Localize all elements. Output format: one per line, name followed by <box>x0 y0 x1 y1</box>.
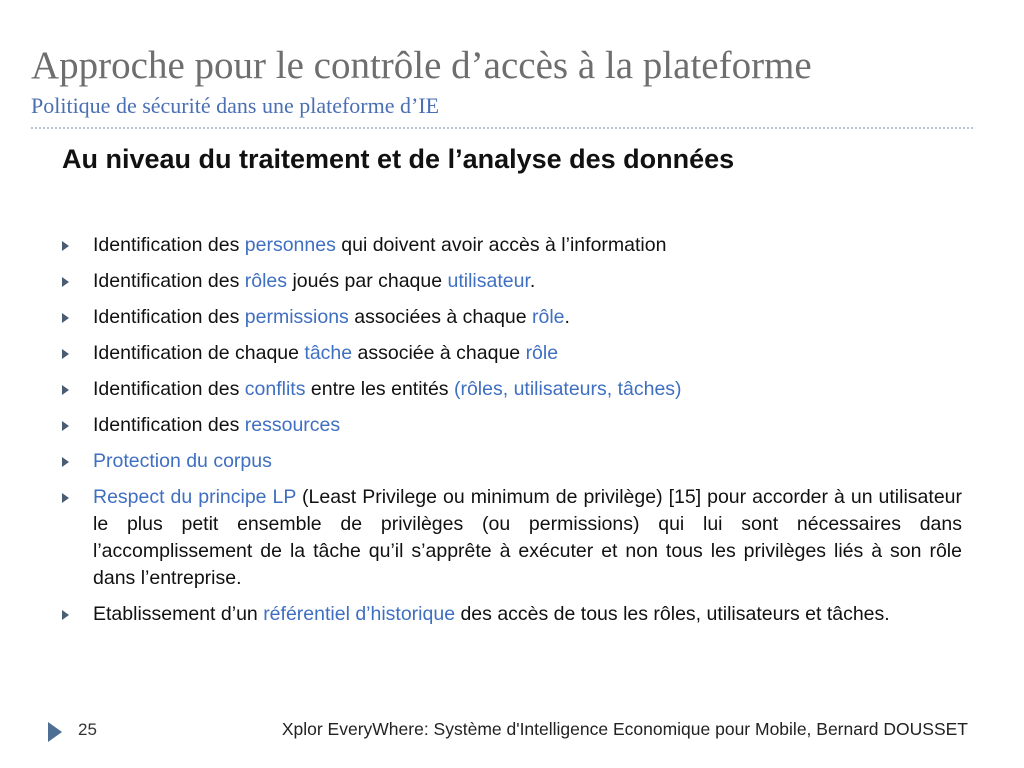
page-number: 25 <box>78 720 97 739</box>
play-arrow-icon <box>48 722 62 742</box>
bullet-text: associées à chaque <box>348 306 533 328</box>
bullet-highlight: rôle <box>532 306 565 328</box>
bullet-highlight: rôle <box>525 342 559 364</box>
bullet-text: des accès de tous les rôles, utilisateurs et tâches. <box>455 603 890 625</box>
bullet-text: Identification des <box>93 414 245 436</box>
bullet-highlight: (rôles, utilisateurs, tâches) <box>453 378 682 400</box>
bullet-text: entre les entités <box>305 378 454 400</box>
bullet-highlight: rôles <box>244 270 288 292</box>
triangle-bullet-icon <box>62 457 69 467</box>
slide-title: Approche pour le contrôle d’accès à la plateforme <box>31 44 812 87</box>
bullet-text: associée à chaque <box>352 342 526 364</box>
triangle-bullet-icon <box>62 349 69 359</box>
bullet-text: Identification des <box>93 306 245 328</box>
bullet-text: Identification des <box>93 234 245 256</box>
triangle-bullet-icon <box>62 421 69 431</box>
triangle-bullet-icon <box>62 493 69 503</box>
bullet-text: joués par chaque <box>287 270 448 292</box>
bullet-text: . <box>529 270 536 292</box>
bullet-text: qui doivent avoir accès à l’information <box>335 234 667 256</box>
footer-text: Xplor EveryWhere: Système d'Intelligence Economique pour Mobile, Bernard DOUSSET <box>281 719 968 739</box>
triangle-bullet-icon <box>62 241 69 251</box>
bullet-text: (Least Privilege ou minimum de privilège) [15] pour accorder à un utilisateur le plus petit ensemble de privilèges (ou permissions) qui lui sont nécessaires dans l’accomplissement de la tâche qu’il s’apprête à exécuter et non tous les privilèges liés à son rôle dans l’entreprise. <box>93 486 962 589</box>
bullet-item <box>62 340 962 367</box>
bullet-highlight: conflits <box>244 378 306 400</box>
bullet-highlight: référentiel d’historique <box>263 603 456 625</box>
bullet-item <box>62 484 962 592</box>
bullet-text: Identification des <box>93 378 245 400</box>
bullet-text: Identification de chaque <box>93 342 305 364</box>
bullet-item <box>62 268 962 295</box>
bullet-highlight: Protection du corpus <box>93 450 272 472</box>
bullet-highlight: utilisateur <box>447 270 530 292</box>
bullet-list <box>62 232 962 637</box>
bullet-text: Etablissement d’un <box>93 603 264 625</box>
slide-subtitle: Politique de sécurité dans une plateforme d’IE <box>31 93 440 118</box>
bullet-highlight: ressources <box>244 414 341 436</box>
bullet-highlight: tâche <box>304 342 353 364</box>
title-divider <box>31 127 973 129</box>
bullet-highlight: personnes <box>244 234 336 256</box>
bullet-text: . <box>564 306 570 328</box>
triangle-bullet-icon <box>62 610 69 620</box>
bullet-item <box>62 448 962 475</box>
bullet-item <box>62 232 962 259</box>
triangle-bullet-icon <box>62 277 69 287</box>
triangle-bullet-icon <box>62 313 69 323</box>
bullet-item <box>62 601 962 628</box>
bullet-highlight: permissions <box>244 306 349 328</box>
bullet-item <box>62 376 962 403</box>
bullet-highlight: Respect du principe LP <box>93 486 297 508</box>
section-heading: Au niveau du traitement et de l’analyse des données <box>62 144 735 174</box>
bullet-item <box>62 304 962 331</box>
bullet-text: Identification des <box>93 270 245 292</box>
bullet-item <box>62 412 962 439</box>
triangle-bullet-icon <box>62 385 69 395</box>
